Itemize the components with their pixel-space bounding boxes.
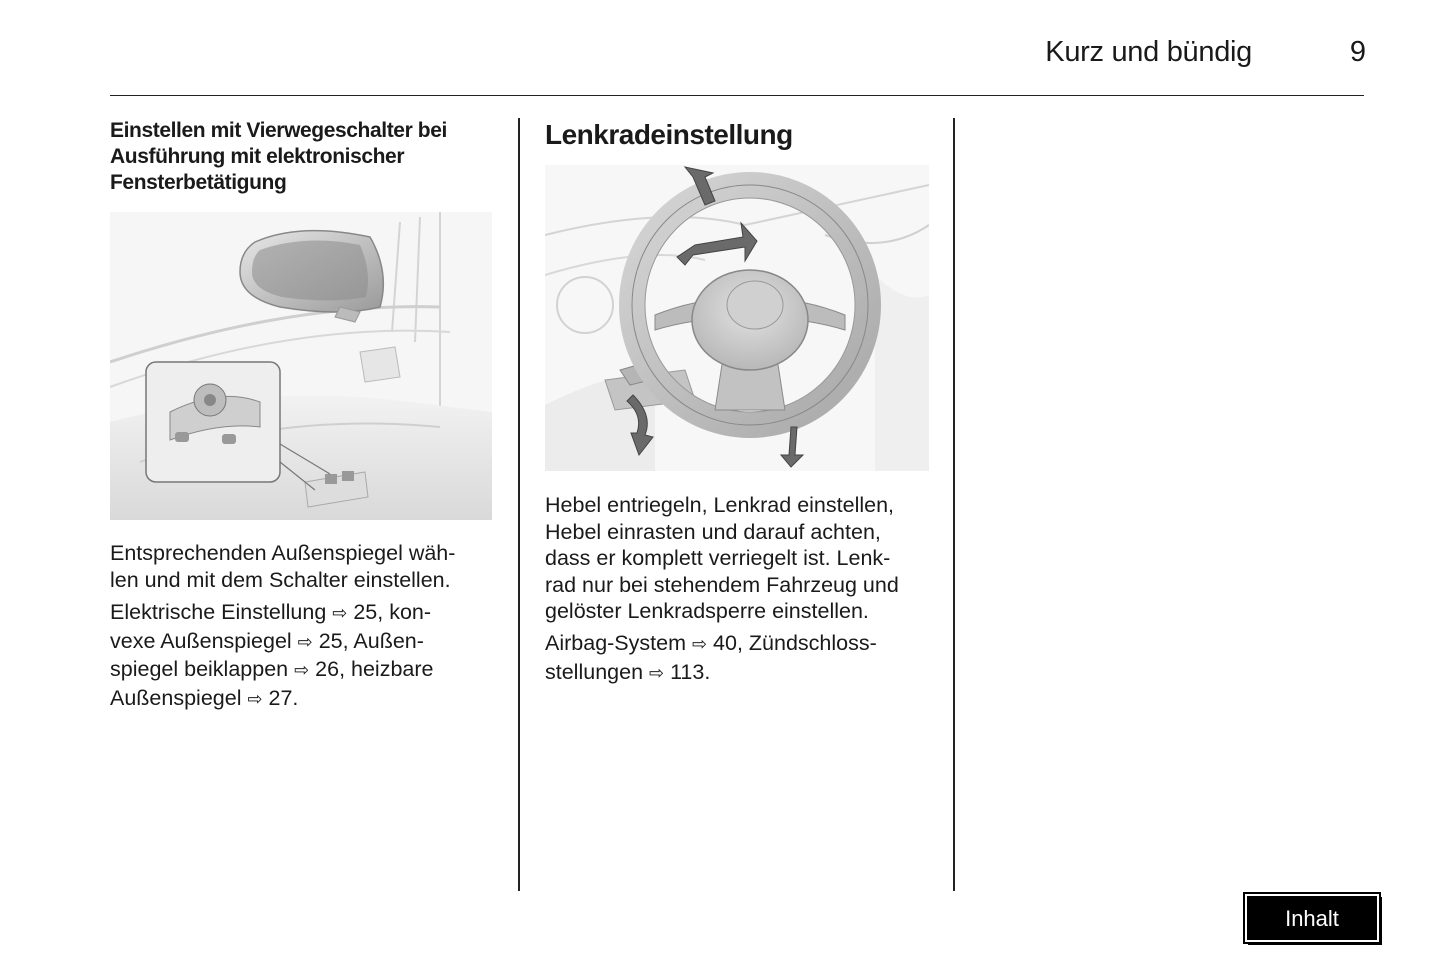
text-line: Hebel entriegeln, Lenkrad einstellen, (545, 493, 895, 517)
door-mirror-switch-figure (110, 212, 492, 520)
text-line: Airbag-System (545, 631, 692, 655)
page-reference-arrow-icon[interactable]: ⇨ (294, 660, 310, 681)
door-mirror-switch-illustration (110, 212, 492, 520)
text-line: gelöster Lenkradsperre einstellen. (545, 599, 869, 623)
page-reference-link[interactable]: 113. (664, 659, 711, 684)
text-line: Entsprechenden Außenspiegel wäh- (110, 541, 456, 565)
text-line: Hebel einrasten und darauf achten, (545, 519, 881, 544)
page-reference-link[interactable]: 26, heizbare (309, 657, 434, 681)
section-heading: Lenkradeinstellung (545, 119, 793, 150)
page-reference-arrow-icon[interactable]: ⇨ (332, 603, 348, 624)
page-reference-arrow-icon[interactable]: ⇨ (297, 631, 313, 653)
text-line: vexe Außenspiegel (110, 628, 298, 653)
steering-instruction-paragraph (545, 492, 940, 625)
page-header-title: Kurz und bündig (1045, 36, 1252, 68)
contents-button[interactable]: Inhalt (1245, 894, 1379, 942)
page-reference-arrow-icon[interactable]: ⇨ (649, 662, 665, 684)
text-line: len und mit dem Schalter einstellen. (110, 567, 451, 592)
subheading-line: Fensterbetätigung (110, 171, 287, 194)
page-number: 9 (1349, 36, 1366, 68)
text-line: stellungen (545, 659, 649, 684)
page-reference-link[interactable]: 25, Außen- (312, 628, 424, 653)
mirror-references-paragraph (110, 599, 500, 713)
column-divider-1 (518, 118, 520, 891)
steering-wheel-adjustment-illustration (545, 165, 929, 471)
text-line: Elektrische Einstellung (110, 600, 333, 624)
steering-references-paragraph (545, 630, 940, 687)
page-reference-link[interactable]: 25, kon- (347, 600, 432, 624)
subheading-line: Ausführung mit elektronischer (110, 145, 405, 168)
page-reference-arrow-icon[interactable]: ⇨ (247, 688, 263, 710)
column-divider-2 (953, 118, 955, 891)
header-divider (110, 95, 1364, 96)
middle-column (545, 118, 935, 152)
text-line: rad nur bei stehendem Fahrzeug und (545, 572, 899, 597)
left-column (110, 118, 495, 196)
page-reference-link[interactable]: 27. (262, 685, 299, 710)
text-line: spiegel beiklappen (110, 657, 295, 681)
page-reference-arrow-icon[interactable]: ⇨ (691, 634, 708, 655)
section-subheading (110, 118, 495, 196)
text-line: Außenspiegel (110, 685, 248, 710)
text-line: dass er komplett verriegelt ist. Lenk- (545, 546, 891, 570)
page-reference-link[interactable]: 40, Zündschloss- (707, 631, 877, 655)
subheading-line: Einstellen mit Vierwegeschalter bei (110, 119, 447, 142)
mirror-instruction-paragraph (110, 540, 500, 593)
steering-wheel-figure (545, 165, 929, 471)
